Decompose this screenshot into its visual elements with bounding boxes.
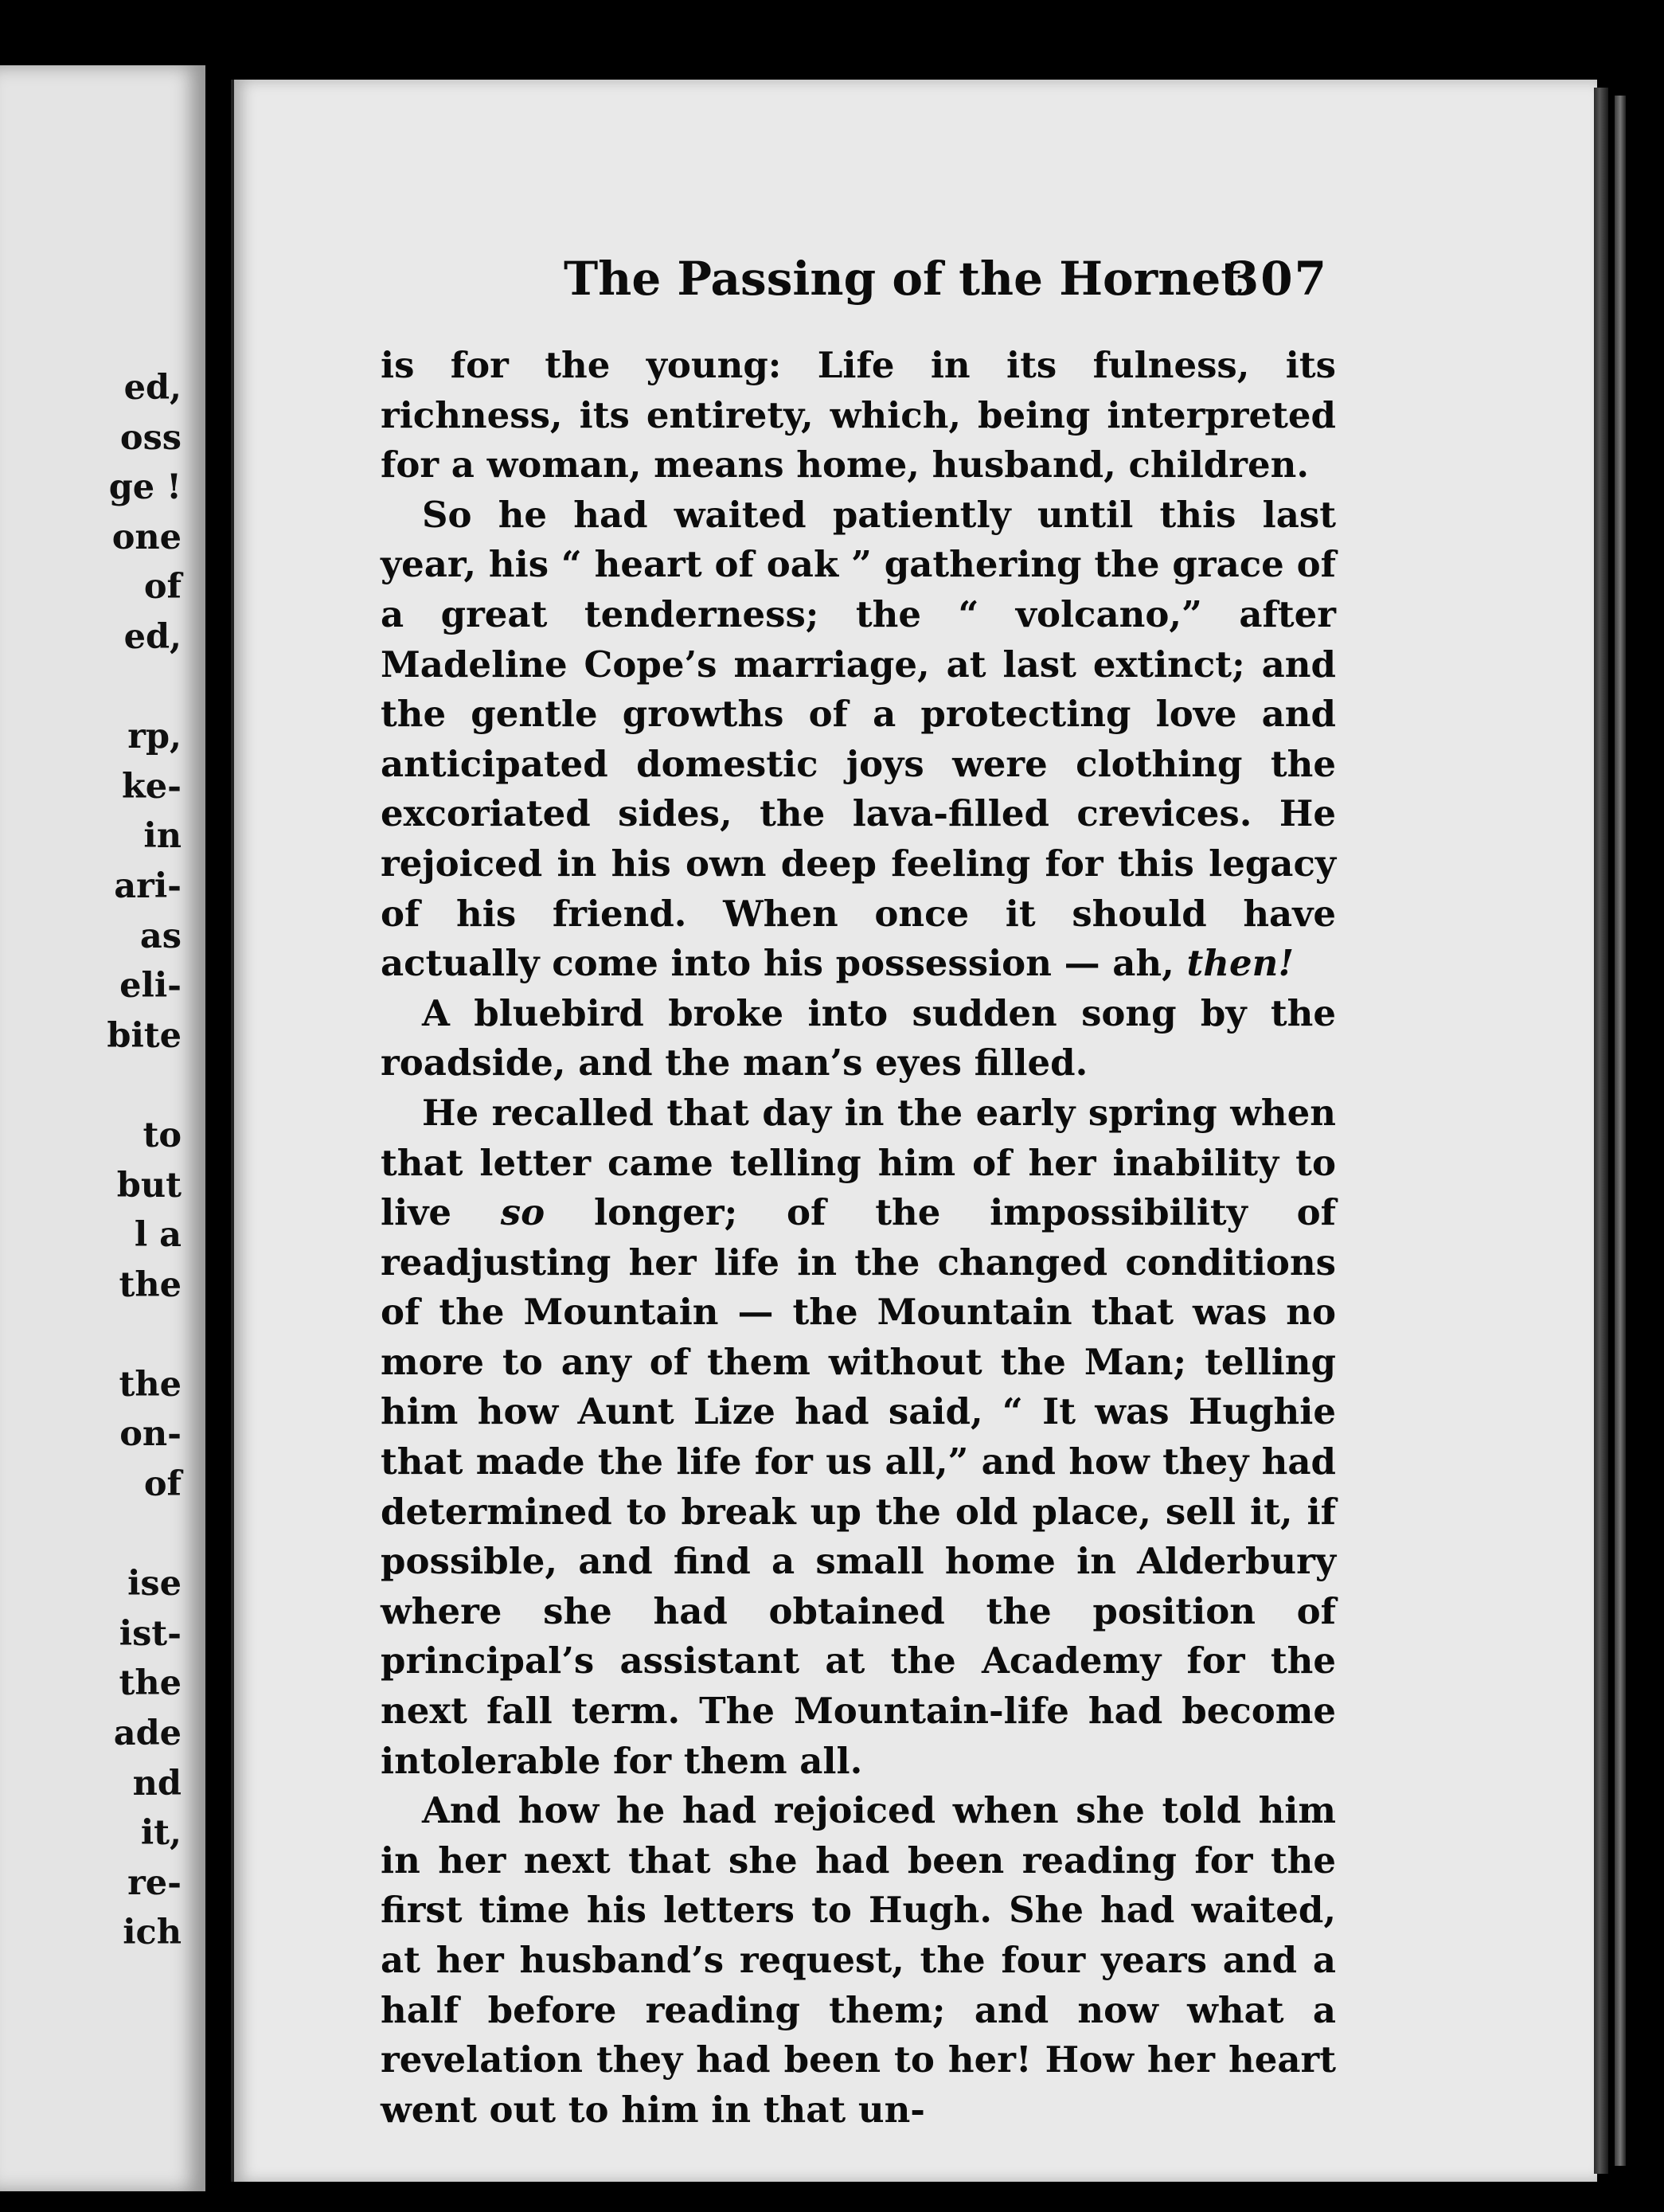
left-fragment-line: oss [119,417,182,458]
paragraph [381,341,1336,490]
page-edge-stack [1615,96,1626,2166]
left-fragment-line: rp, [127,717,182,757]
left-fragment-line: ich [123,1913,182,1953]
left-fragment-line: ge ! [108,467,182,508]
left-fragment-line [86,1061,182,1111]
left-fragment-line: but [116,1165,182,1206]
left-fragment-line: ed, [123,616,182,657]
paragraph-text: And how he had rejoiced when she told him in her next that she had been reading for the first time his letters to Hugh. She had waited, at her husband’s request, the four years and a half before reading them; and now what a revelation they had been to her! How her heart went out to him in that un- [381,1789,1336,2131]
page-header [564,252,1328,315]
paragraph [381,1786,1336,2135]
left-fragment-line: the [119,1264,182,1305]
left-fragment-line: as [139,916,182,956]
paragraph-text: A bluebird broke into sudden song by the roadside, and the man’s eyes filled. [381,991,1336,1085]
left-fragment-line [86,662,182,713]
left-page-line-fragments [86,363,182,1958]
left-fragment-line: on- [119,1414,182,1455]
left-fragment-line [86,1310,182,1360]
emphasis-text: then! [1186,942,1295,985]
paragraph [381,989,1336,1088]
left-fragment-line: bite [107,1015,182,1056]
page-edge-shadow [1594,88,1608,2174]
left-fragment-line: eli- [119,966,182,1006]
left-fragment-line: to [143,1115,182,1155]
left-fragment-line: ade [113,1714,182,1754]
left-fragment-line: ke- [122,766,182,807]
emphasis-text: so [500,1191,545,1234]
left-fragment-line: one [111,517,182,557]
paragraph [381,1088,1336,1786]
paragraph [381,490,1336,989]
left-fragment-line: it, [140,1813,182,1854]
paragraph-text: He recalled that day in the early spring when that letter came telling him of her inability to live [381,1091,1336,1234]
paragraph-text: longer; of the impossibility of readjusting her life in the changed conditions of the Mountain — the Mountain that was no more to any of them without the Man; telling him how Aunt Lize had said, “ It was Hughie that made the life for us all,” and how they had determined to break up the old place, sell it, if possible, and find a small home in Alderbury where she had obtained the position of principal’s assistant at the Academy for the next fall term. The Mountain-life had become intolerable for them all. [381,1191,1336,1782]
left-page-fragment [0,65,205,2191]
left-fragment-line: in [143,816,182,857]
left-fragment-line: nd [132,1763,182,1804]
left-fragment-line: ari- [114,866,182,906]
paragraph-text: So he had waited patiently until this last year, his “ heart of oak ” gathering the grace of a great tenderness; the “ volcano,” after Madeline Cope’s marriage, at last extinct; and the gentle growths of a protecting love and anticipated domestic joys were clothing the excoriated sides, the lava-filled crevices. He rejoiced in his own deep feeling for this legacy of his friend. When once it should have actually come into his possession — ah, [381,493,1336,985]
left-fragment-line: ise [127,1564,182,1604]
left-fragment-line: of [143,567,182,608]
paragraph-text: is for the young: Life in its fulness, its richness, its entirety, which, being interpreted for a woman, means home, husband, children. [381,344,1336,487]
left-fragment-line: ist- [119,1613,182,1654]
left-fragment-line: the [119,1663,182,1704]
body-text [381,341,1336,2135]
left-fragment-line: of [143,1464,182,1505]
running-title: The Passing of the Hornet [564,252,1243,306]
left-fragment-line: l a [134,1215,182,1256]
left-fragment-line [86,1510,182,1560]
page-number: 307 [1226,252,1328,306]
left-fragment-line: the [119,1364,182,1405]
left-fragment-line: ed, [123,368,182,408]
left-fragment-line: re- [127,1862,182,1903]
